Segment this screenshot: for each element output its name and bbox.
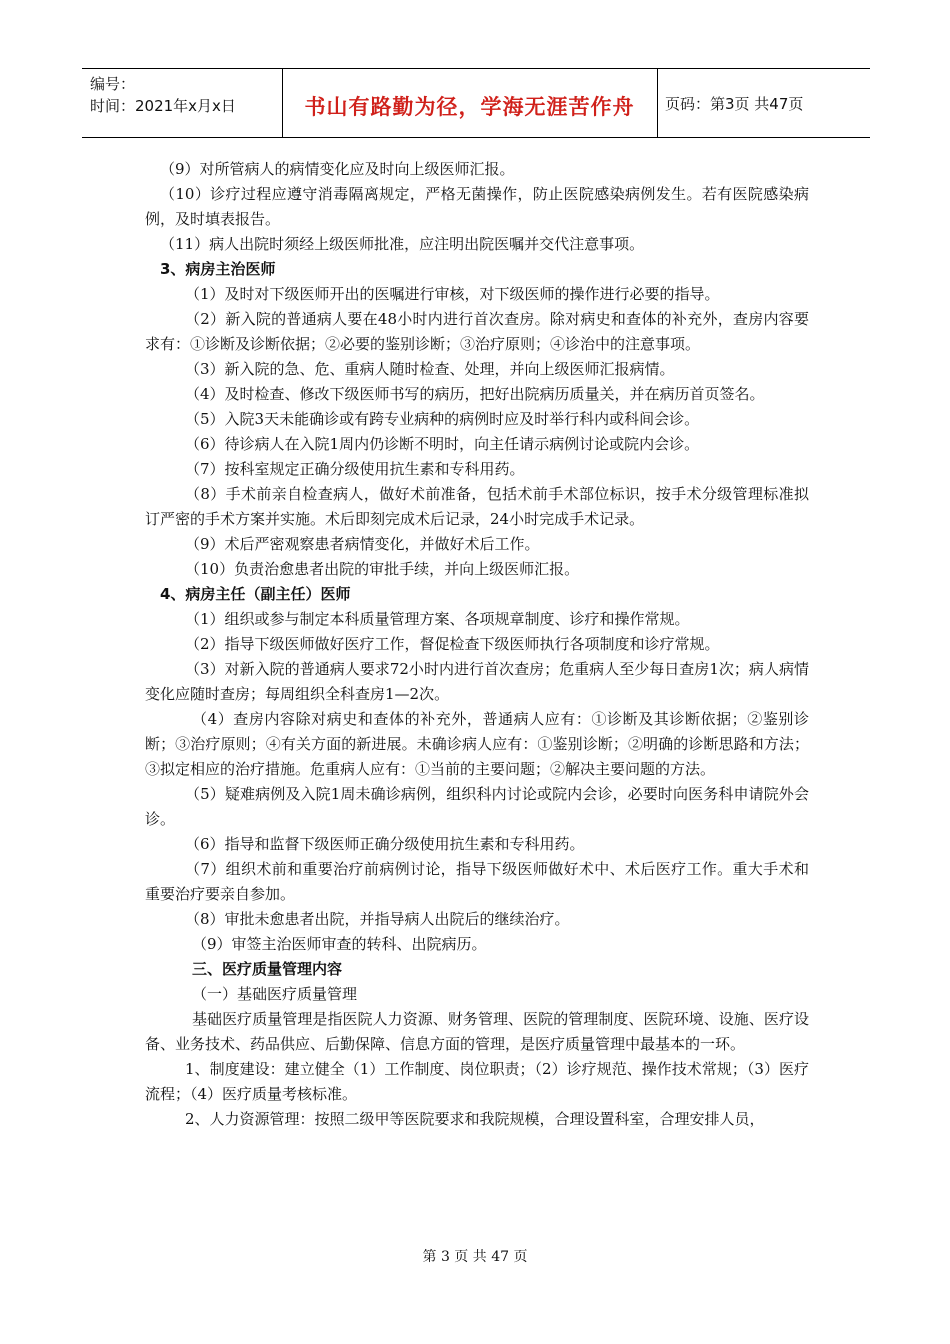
header-motto: 书山有路勤为径，学海无涯苦作舟 [304, 95, 635, 119]
paragraph: （6）待诊病人在入院1周内仍诊断不明时，向主任请示病例讨论或院内会诊。 [185, 435, 700, 453]
paragraph: （一）基础医疗质量管理 [192, 985, 358, 1003]
paragraph: （5）疑难病例及入院1周未确诊病例，组织科内讨论或院内会诊，必要时向医务科申请院外会诊。 [145, 785, 809, 828]
paragraph: （8）审批未愈患者出院，并指导病人出院后的继续治疗。 [185, 910, 570, 928]
paragraph: （4）查房内容除对病史和查体的补充外，普通病人应有：①诊断及其诊断依据；②鉴别诊断；③治疗原则；④有关方面的新进展。未确诊病人应有：①鉴别诊断；②明确的诊断思路和方法；③拟定相应的治疗措施。危重病人应有：①当前的主要问题；②解决主要问题的方法。 [145, 710, 809, 778]
paragraph: （11）病人出院时须经上级医师批准，应注明出院医嘱并交代注意事项。 [160, 235, 645, 253]
paragraph: （3）对新入院的普通病人要求72小时内进行首次查房；危重病人至少每日查房1次；病人病情变化应随时查房；每周组织全科查房1—2次。 [145, 660, 809, 703]
paragraph: （10）诊疗过程应遵守消毒隔离规定，严格无菌操作，防止医院感染病例发生。若有医院感染病例，及时填表报告。 [145, 185, 809, 228]
paragraph: （9）术后严密观察患者病情变化，并做好术后工作。 [185, 535, 540, 553]
time-label: 时间：2021年x月x日 [90, 97, 236, 115]
paragraph: 基础医疗质量管理是指医院人力资源、财务管理、医院的管理制度、医院环境、设施、医疗设备、业务技术、药品供应、后勤保障、信息方面的管理，是医疗质量管理中最基本的一环。 [145, 1010, 809, 1053]
paragraph: （5）入院3天未能确诊或有跨专业病种的病例时应及时举行科内或科间会诊。 [185, 410, 700, 428]
paragraph: （7）组织术前和重要治疗前病例讨论，指导下级医师做好术中、术后医疗工作。重大手术和重要治疗要亲自参加。 [145, 860, 809, 903]
paragraph: （10）负责治愈患者出院的审批手续，并向上级医师汇报。 [185, 560, 580, 578]
paragraph: （2）新入院的普通病人要在48小时内进行首次查房。除对病史和查体的补充外，查房内容要求有：①诊断及诊断依据；②必要的鉴别诊断；③治疗原则；④诊治中的注意事项。 [145, 310, 809, 353]
paragraph: （3）新入院的急、危、重病人随时检查、处理，并向上级医师汇报病情。 [185, 360, 675, 378]
header-divider [657, 69, 658, 137]
paragraph: （6）指导和监督下级医师正确分级使用抗生素和专科用药。 [185, 835, 585, 853]
page-footer: 第 3 页 共 47 页 [422, 1249, 528, 1265]
paragraph: （7）按科室规定正确分级使用抗生素和专科用药。 [185, 460, 525, 478]
paragraph: （9）审签主治医师审查的转科、出院病历。 [192, 935, 487, 953]
section-heading: 4、病房主任（副主任）医师 [160, 585, 351, 603]
section-heading: 3、病房主治医师 [160, 260, 276, 278]
paragraph: 1、制度建设：建立健全（1）工作制度、岗位职责；（2）诊疗规范、操作技术常规；（3）医疗流程；（4）医疗质量考核标准。 [145, 1060, 809, 1103]
paragraph: （1）及时对下级医师开出的医嘱进行审核，对下级医师的操作进行必要的指导。 [185, 285, 720, 303]
number-label: 编号： [90, 75, 136, 93]
paragraph: （9）对所管病人的病情变化应及时向上级医师汇报。 [160, 160, 515, 178]
paragraph: （1）组织或参与制定本科质量管理方案、各项规章制度、诊疗和操作常规。 [185, 610, 690, 628]
header-page-label: 页码：第3页 共47页 [665, 95, 804, 113]
paragraph: （4）及时检查、修改下级医师书写的病历，把好出院病历质量关，并在病历首页签名。 [185, 385, 765, 403]
paragraph: （8）手术前亲自检查病人，做好术前准备，包括术前手术部位标识，按手术分级管理标准拟订严密的手术方案并实施。术后即刻完成术后记录，24小时完成手术记录。 [145, 485, 809, 528]
paragraph: （2）指导下级医师做好医疗工作，督促检查下级医师执行各项制度和诊疗常规。 [185, 635, 720, 653]
page-header [82, 68, 870, 138]
header-info [90, 73, 236, 117]
section-heading: 三、医疗质量管理内容 [192, 960, 343, 978]
document-body [145, 157, 809, 1132]
paragraph: 2、人力资源管理：按照二级甲等医院要求和我院规模，合理设置科室，合理安排人员， [185, 1110, 765, 1128]
